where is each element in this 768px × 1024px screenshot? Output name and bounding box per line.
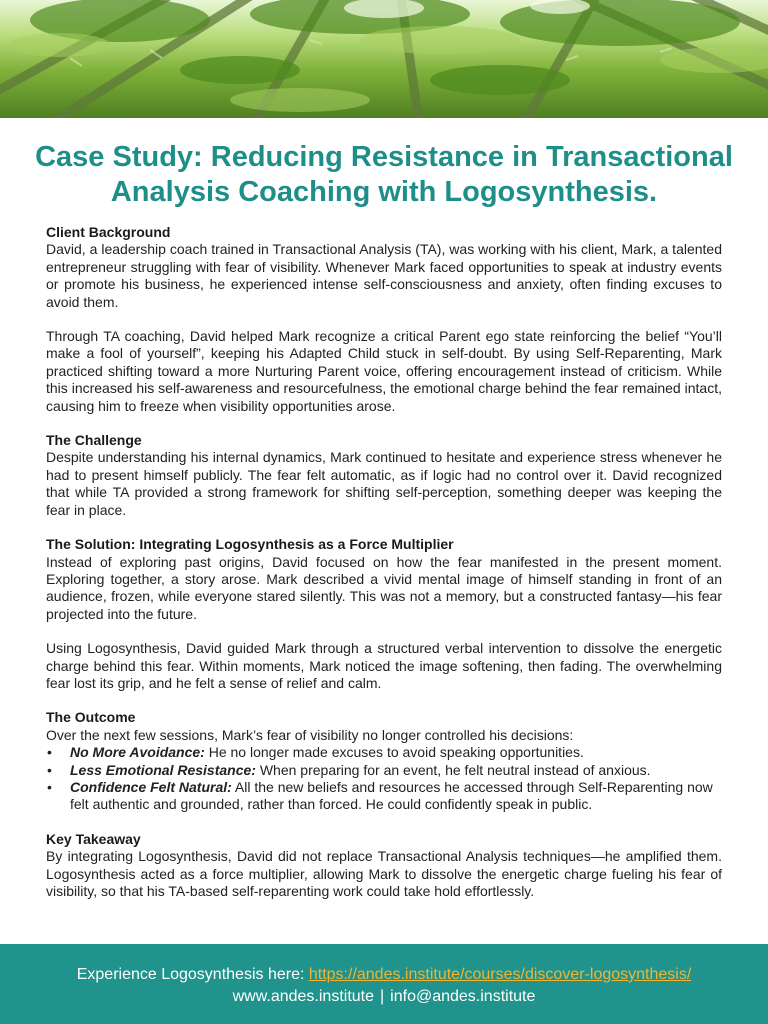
bullet-text: He no longer made excuses to avoid speaking opportunities. bbox=[204, 744, 584, 761]
outcome-list bbox=[46, 744, 722, 814]
bamboo-forest-banner bbox=[0, 0, 768, 118]
bullet-term: No More Avoidance: bbox=[70, 744, 205, 761]
case-study-body bbox=[46, 224, 722, 900]
section-key-takeaway bbox=[46, 831, 722, 901]
course-link[interactable]: https://andes.institute/courses/discover-logosynthesis/ bbox=[308, 966, 692, 983]
paragraph: Using Logosynthesis, David guided Mark through a structured verbal intervention to dissolve the energetic charge behind this fear. Within moments, Mark noticed the image softening, then fading. The overwhelming fear lost its grip, and he felt a sense of relief and calm. bbox=[46, 640, 722, 691]
list-item bbox=[46, 762, 722, 779]
section-heading: Key Takeaway bbox=[46, 830, 141, 847]
section-solution bbox=[46, 536, 722, 692]
footer-cta bbox=[0, 965, 768, 985]
website-link[interactable]: www.andes.institute bbox=[232, 988, 375, 1005]
outcome-intro: Over the next few sessions, Mark’s fear of visibility no longer controlled his decisions: bbox=[46, 726, 574, 743]
bullet-text: When preparing for an event, he felt neutral instead of anxious. bbox=[255, 761, 651, 778]
bullet-icon: • bbox=[47, 778, 52, 795]
bullet-icon: • bbox=[47, 761, 52, 778]
footer-banner bbox=[0, 944, 768, 1024]
section-client-background bbox=[46, 224, 722, 415]
bullet-term: Less Emotional Resistance: bbox=[70, 761, 256, 778]
bullet-icon: • bbox=[47, 744, 52, 761]
list-item bbox=[46, 744, 722, 761]
paragraph: By integrating Logosynthesis, David did not replace Transactional Analysis techniques—he amplified them. Logosynthesis acted as a force multiplier, allowing Mark to dissolve the energetic charge fueling his fear of visibility, so that his TA-based self-reparenting work could take hold effortlessly. bbox=[46, 848, 722, 899]
bullet-text: All the new beliefs and resources he accessed through Self-Reparenting now felt authentic and grounded, rather than forced. He could confidently speak in public. bbox=[70, 778, 713, 813]
section-heading: Client Background bbox=[46, 224, 171, 240]
list-item bbox=[46, 779, 722, 814]
section-heading: The Solution: Integrating Logosynthesis as a Force Multiplier bbox=[46, 536, 454, 553]
paragraph: David, a leadership coach trained in Transactional Analysis (TA), was working with his client, Mark, a talented entrepreneur struggling with fear of visibility. Whenever Mark faced opportunities to speak at industry events or promote his business, he experienced intense self-consciousness and anxiety, often finding excuses to avoid them. bbox=[46, 241, 722, 310]
bamboo-illustration bbox=[0, 0, 768, 118]
paragraph: Through TA coaching, David helped Mark recognize a critical Parent ego state reinforcing the belief “You’ll make a fool of yourself”, keeping his Adapted Child stuck in self-doubt. By using Self-Reparenting, Mark practiced shifting toward a more Nurturing Parent voice, offering encouragement instead of criticism. While this increased his self-awareness and resourcefulness, the emotional charge behind the fear remained intact, causing him to freeze when visibility opportunities arose. bbox=[46, 328, 722, 414]
section-heading: The Challenge bbox=[46, 432, 142, 449]
footer-lead-text: Experience Logosynthesis here: bbox=[76, 966, 309, 983]
footer-contact bbox=[0, 987, 768, 1007]
page-title: Case Study: Reducing Resistance in Transactional Analysis Coaching with Logosynthesis. bbox=[35, 141, 733, 208]
section-challenge bbox=[46, 432, 722, 519]
paragraph: Instead of exploring past origins, David focused on how the fear manifested in the present moment. Exploring together, a story arose. Mark described a vivid mental image of himself standing in front of an audience, frozen, while everyone stared silently. This was not a memory, but a constructed fantasy—his fear projected into the future. bbox=[46, 553, 722, 622]
bullet-term: Confidence Felt Natural: bbox=[70, 778, 232, 795]
section-outcome bbox=[46, 709, 722, 813]
section-heading: The Outcome bbox=[46, 709, 136, 726]
footer-separator: | bbox=[380, 988, 385, 1005]
paragraph: Despite understanding his internal dynamics, Mark continued to hesitate and experience stress whenever he had to present himself publicly. The fear felt automatic, as if logic had no control over it. David recognized that while TA provided a strong framework for shifting self-perception, something deeper was keeping the fear in place. bbox=[46, 449, 722, 518]
email-link[interactable]: info@andes.institute bbox=[390, 988, 536, 1005]
